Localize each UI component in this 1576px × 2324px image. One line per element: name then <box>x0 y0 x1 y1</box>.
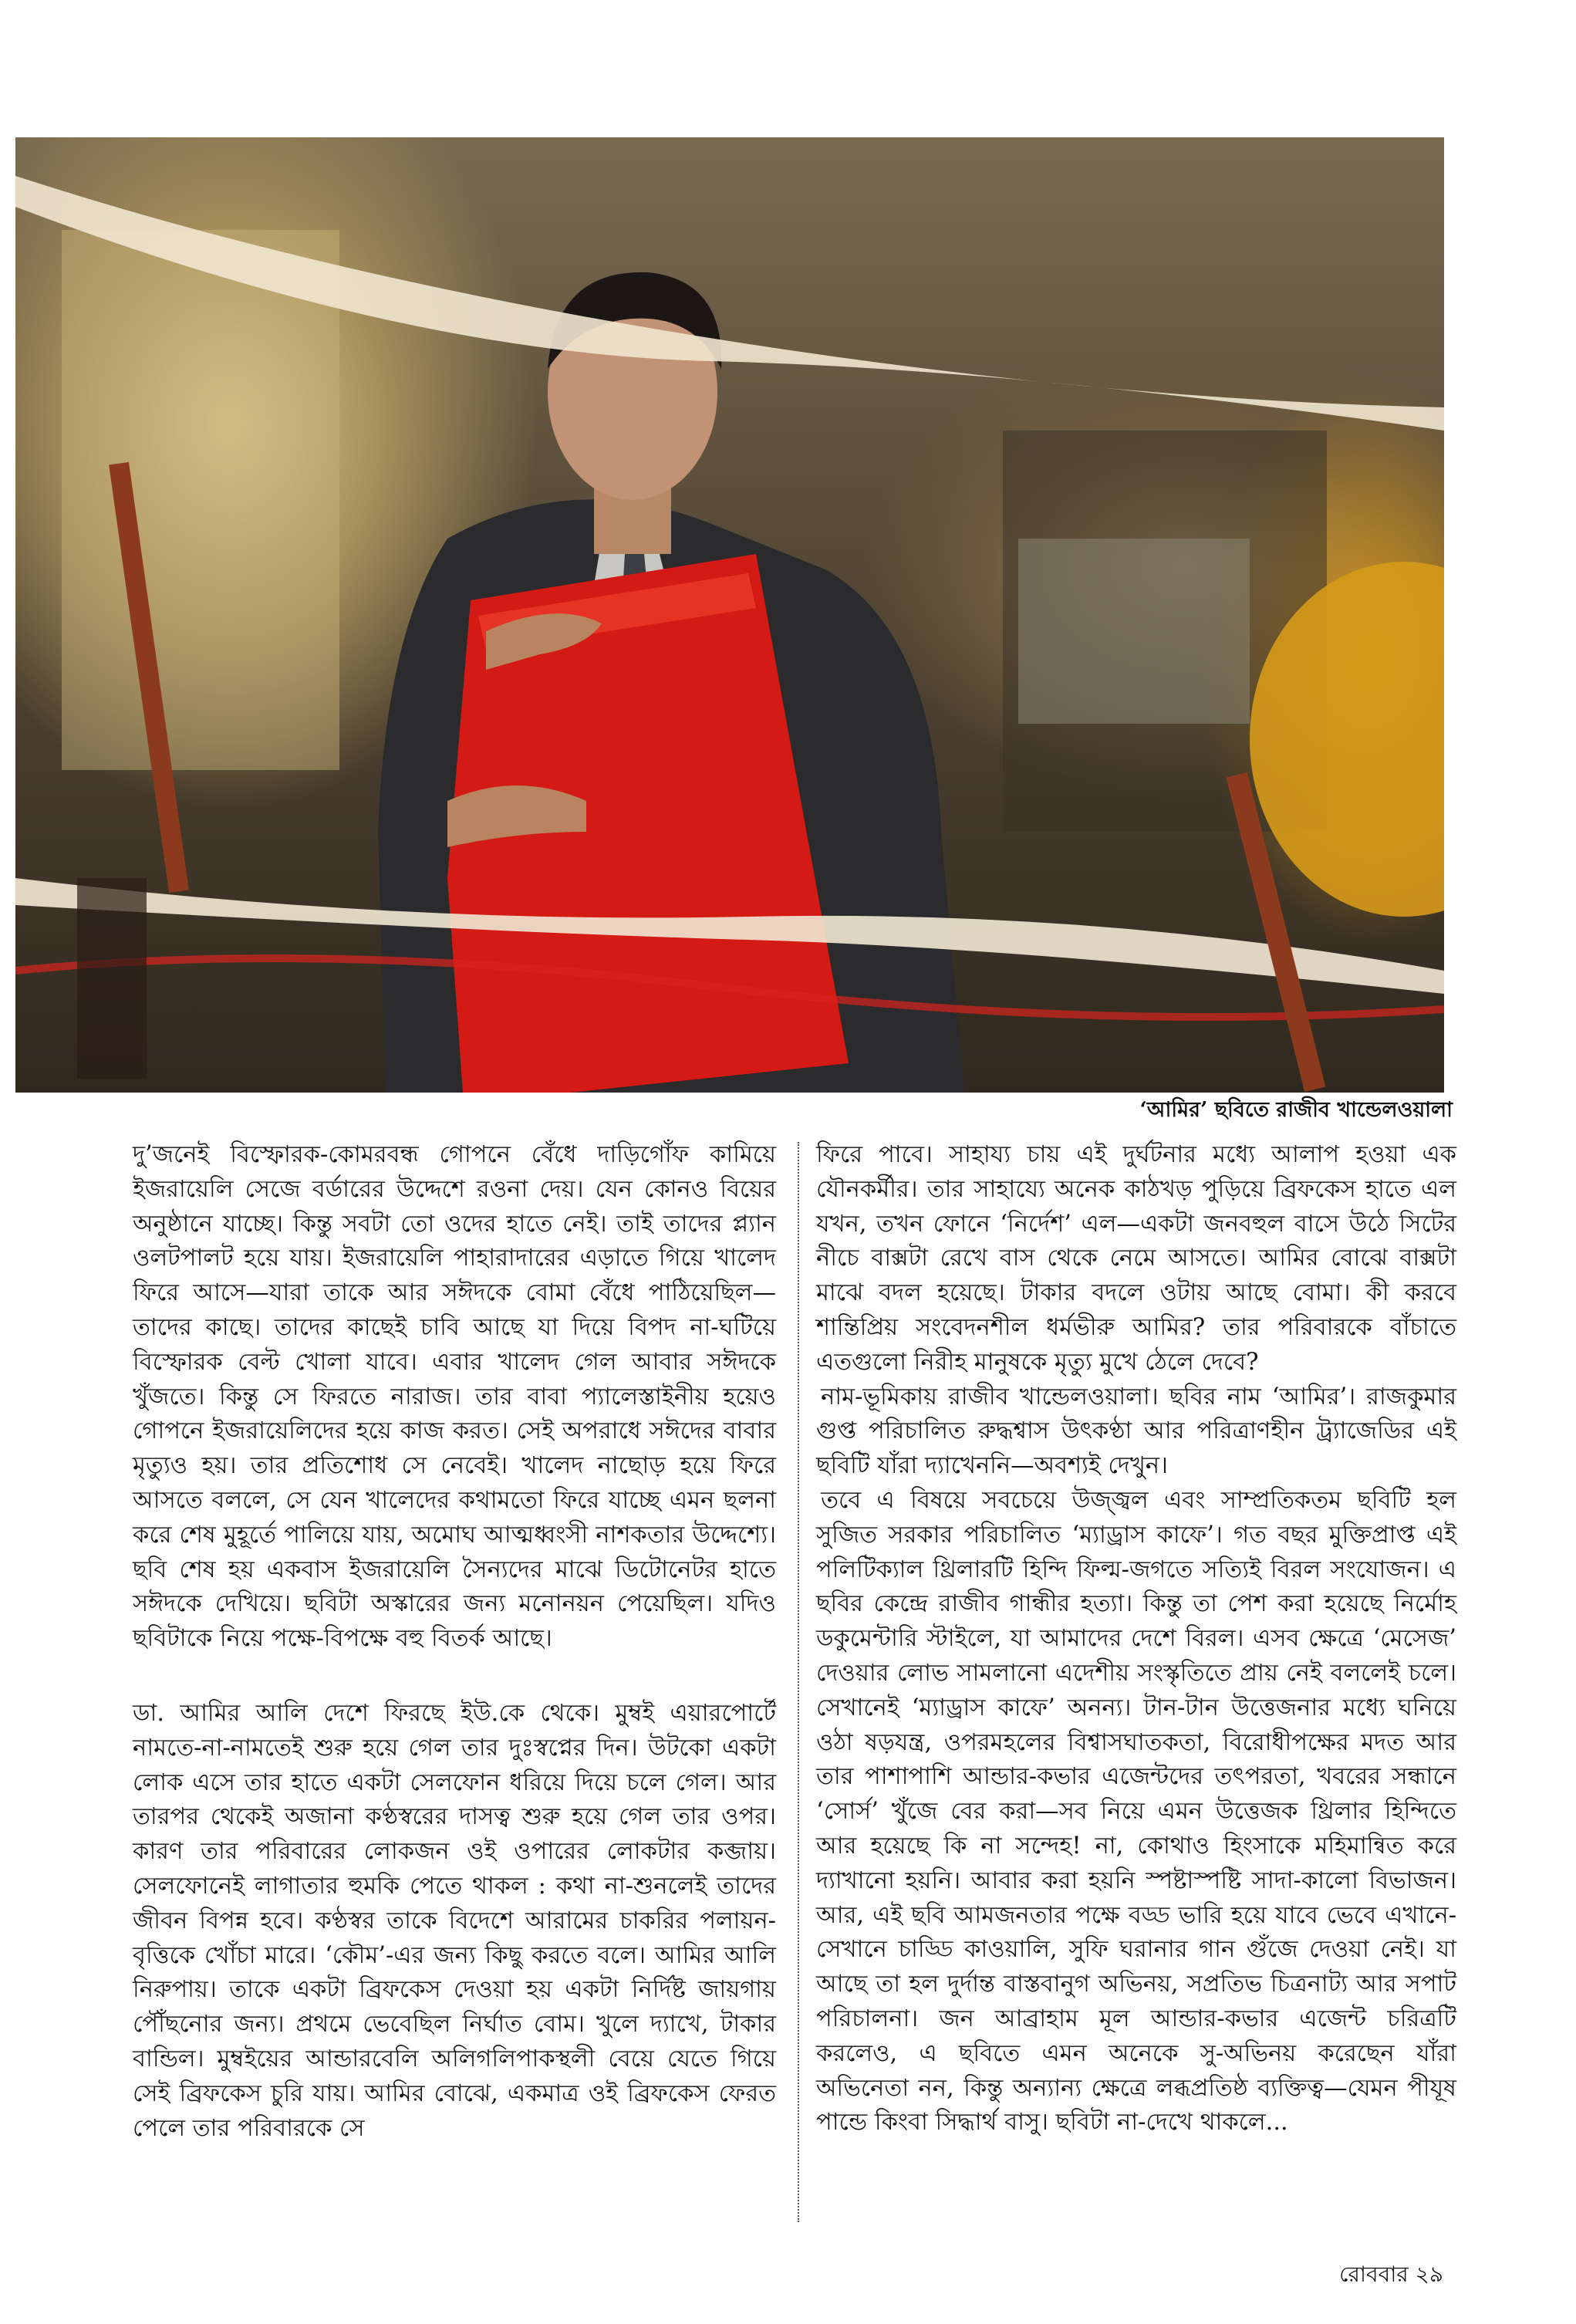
magazine-name: রোববার <box>1339 2262 1409 2287</box>
paragraph: তবে এ বিষয়ে সবচেয়ে উজ্জ্বল এবং সাম্প্রতিকতম ছবিটি হল সুজিত সরকার পরিচালিত ‘ম্যাড্রাস কাফে’। গত বছর মুক্তিপ্রাপ্ত এই পলিটিক্যাল থ্রিলারটি হিন্দি ফিল্ম-জগতে সত্যিই বিরল সংযোজন। এ ছবির কেন্দ্রে রাজীব গান্ধীর হত্যা। কিন্তু তা পেশ করা হয়েছে নির্মোহ ডকুমেন্টারি স্টাইলে, যা আমাদের দেশে বিরল। এসব ক্ষেত্রে ‘মেসেজ’ দেওয়ার লোভ সামলানো এদেশীয় সংস্কৃতিতে প্রায় নেই বললেই চলে। সেখানেই ‘ম্যাড্রাস কাফে’ অনন্য। টান-টান উত্তেজনার মধ্যে ঘনিয়ে ওঠা ষড়যন্ত্র, ওপরমহলের বিশ্বাসঘাতকতা, বিরোধীপক্ষের মদত আর তার পাশাপাশি আন্ডার-কভার এজেন্টদের তৎপরতা, খবরের সন্ধানে ‘সোর্স’ খুঁজে বের করা—সব নিয়ে এমন উত্তেজক থ্রিলার হিন্দিতে আর হয়েছে কি না সন্দেহ! না, কোথাও হিংসাকে মহিমান্বিত করে দ্যাখানো হয়নি। আবার করা হয়নি স্পষ্টাস্পষ্টি সাদা-কালো বিভাজন। আর, এই ছবি আমজনতার পক্ষে বড্ড ভারি হয়ে যাবে ভেবে এখানে-সেখানে চাড্ডি কাওয়ালি, সুফি ঘরানার গান গুঁজে দেওয়া নেই। যা আছে তা হল দুর্দান্ত বাস্তবানুগ অভিনয়, সপ্রতিভ চিত্রনাট্য আর সপাট পরিচালনা। জন আব্রাহাম মূল আন্ডার-কভার এজেন্ট চরিত্রটি করলেও, এ ছবিতে এমন অনেকে সু-অভিনয় করেছেন যাঁরা অভিনেতা নন, কিন্তু অন্যান্য ক্ষেত্রে লব্ধপ্রতিষ্ঠ ব্যক্তিত্ব—যেমন পীযূষ পান্ডে কিংবা সিদ্ধার্থ বাসু। ছবিটা না-দেখে থাকলে... <box>816 1486 1456 2137</box>
article-column-right <box>816 1138 1456 2140</box>
paragraph: নাম-ভূমিকায় রাজীব খান্ডেলওয়ালা। ছবির নাম ‘আমির’। রাজকুমার গুপ্ত পরিচালিত রুদ্ধশ্বাস উৎকণ্ঠা আর পরিত্রাণহীন ট্র্যাজেডির এই ছবিটি যাঁরা দ্যাখেননি—অবশ্যই দেখুন। <box>816 1383 1456 1480</box>
page-footer <box>1339 2258 1443 2294</box>
page-number: ২৯ <box>1415 2262 1443 2287</box>
column-divider <box>798 1142 799 2222</box>
paragraph: ফিরে পাবে। সাহায্য চায় এই দুর্ঘটনার মধ্যে আলাপ হওয়া এক যৌনকর্মীর। তার সাহায্যে অনেক কাঠখড় পুড়িয়ে ব্রিফকেস হাতে এল যখন, তখন ফোনে ‘নির্দেশ’ এল—একটা জনবহুল বাসে উঠে সিটের নীচে বাক্সটা রেখে বাস থেকে নেমে আসতে। আমির বোঝে বাক্সটা মাঝে বদল হয়েছে। টাকার বদলে ওটায় আছে বোমা। কী করবে শান্তিপ্রিয় সংবেদনশীল ধর্মভীরু আমির? তার পরিবারকে বাঁচাতে এতগুলো নিরীহ মানুষকে মৃত্যু মুখে ঠেলে দেবে? <box>816 1141 1456 1376</box>
article-photo <box>15 137 1444 1093</box>
article-column-left <box>133 1138 776 2146</box>
photo-caption: ‘আমির’ ছবিতে রাজীব খান্ডেলওয়ালা <box>1139 1098 1453 1122</box>
paragraph: দু’জনেই বিস্ফোরক-কোমরবন্ধ গোপনে বেঁধে দাড়িগোঁফ কামিয়ে ইজরায়েলি সেজে বর্ডারের উদ্দেশে রওনা দেয়। যেন কোনও বিয়ের অনুষ্ঠানে যাচ্ছে। কিন্তু সবটা তো ওদের হাতে নেই। তাই তাদের প্ল্যান ওলটপালট হয়ে যায়। ইজরায়েলি পাহারাদারের এড়াতে গিয়ে খালেদ ফিরে আসে—যারা তাকে আর সঈদকে বোমা বেঁধে পাঠিয়েছিল—তাদের কাছে। তাদের কাছেই চাবি আছে যা দিয়ে বিপদ না-ঘটিয়ে বিস্ফোরক বেল্ট খোলা যাবে। এবার খালেদ গেল আবার সঈদকে খুঁজতে। কিন্তু সে ফিরতে নারাজ। তার বাবা প্যালেস্তাইনীয় হয়েও গোপনে ইজরায়েলিদের হয়ে কাজ করত। সেই অপরাধে সঈদের বাবার মৃত্যুও হয়। তার প্রতিশোধ সে নেবেই। খালেদ নাছোড় হয়ে ফিরে আসতে বললে, সে যেন খালেদের কথামতো ফিরে যাচ্ছে এমন ছলনা করে শেষ মুহূর্তে পালিয়ে যায়, অমোঘ আত্মধ্বংসী নাশকতার উদ্দেশ্যে। ছবি শেষ হয় একবাস ইজরায়েলি সৈন্যদের মাঝে ডিটোনেটর হাতে সঈদকে দেখিয়ে। ছবিটা অস্কারের জন্য মনোনয়ন পেয়েছিল। যদিও ছবিটাকে নিয়ে পক্ষে-বিপক্ষে বহু বিতর্ক আছে। <box>133 1141 776 1653</box>
photo-illustration <box>15 137 1444 1093</box>
paragraph: ডা. আমির আলি দেশে ফিরছে ইউ.কে থেকে। মুম্বই এয়ারপোর্টে নামতে-না-নামতেই শুরু হয়ে গেল তার দুঃস্বপ্নের দিন। উটকো একটা লোক এসে তার হাতে একটা সেলফোন ধরিয়ে দিয়ে চলে গেল। আর তারপর থেকেই অজানা কণ্ঠস্বরের দাসত্ব শুরু হয়ে গেল তার ওপর। কারণ তার পরিবারের লোকজন ওই ওপারের লোকটার কব্জায়। সেলফোনেই লাগাতার হুমকি পেতে থাকল : কথা না-শুনলেই তাদের জীবন বিপন্ন হবে। কণ্ঠস্বর তাকে বিদেশে আরামের চাকরির পলায়ন-বৃত্তিকে খোঁচা মারে। ‘কৌম’-এর জন্য কিছু করতে বলে। আমির আলি নিরুপায়। তাকে একটা ব্রিফকেস দেওয়া হয় একটা নির্দিষ্ট জায়গায় পৌঁছনোর জন্য। প্রথমে ভেবেছিল নির্ঘাত বোম। খুলে দ্যাখে, টাকার বান্ডিল। মুম্বইয়ের আন্ডারবেলি অলিগলিপাকস্থলী বেয়ে যেতে গিয়ে সেই ব্রিফকেস চুরি যায়। আমির বোঝে, একমাত্র ওই ব্রিফকেস ফেরত পেলে তার পরিবারকে সে <box>133 1699 776 2142</box>
